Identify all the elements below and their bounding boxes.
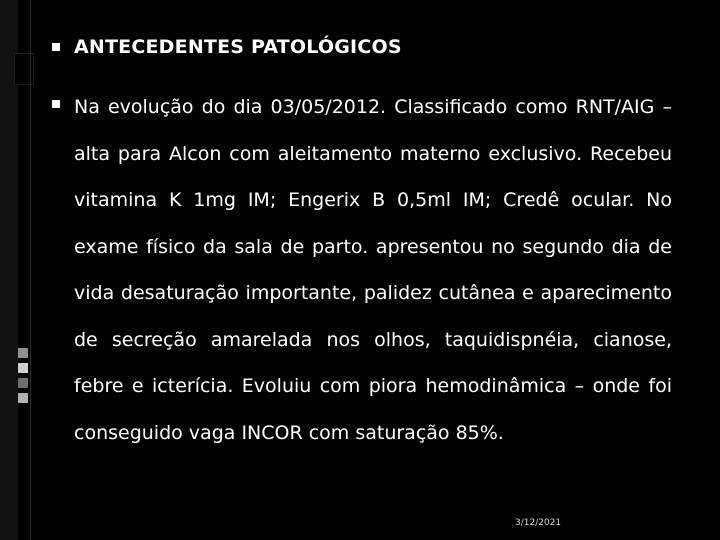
vertical-divider bbox=[30, 0, 31, 540]
slide-date: 3/12/2021 bbox=[515, 518, 562, 528]
decor-square bbox=[18, 378, 28, 388]
slide-body-text: Na evolução do dia 03/05/2012. Classificado como RNT/AIG – alta para Alcon com aleitamento materno exclusivo. Recebeu vitamina K 1mg IM; Engerix B 0,5ml IM; Credê ocular. No exame físico da sala de parto. apresentou no segundo dia de vida desaturação importante, palidez cutânea e aparecimento de secreção amarelada nos olhos, taquidispnéia, cianose, febre e icterícia. Evoluiu com piora hemodinâmica – onde foi conseguido vaga INCOR com saturação 85%. bbox=[74, 96, 672, 444]
bullet-square-icon bbox=[52, 100, 60, 108]
slide-heading: ANTECEDENTES PATOLÓGICOS bbox=[74, 36, 402, 58]
decor-square bbox=[18, 393, 28, 403]
bullet-square-icon bbox=[52, 43, 60, 51]
decor-square bbox=[18, 363, 28, 373]
decor-square bbox=[18, 348, 28, 358]
decor-black-block bbox=[14, 53, 34, 85]
